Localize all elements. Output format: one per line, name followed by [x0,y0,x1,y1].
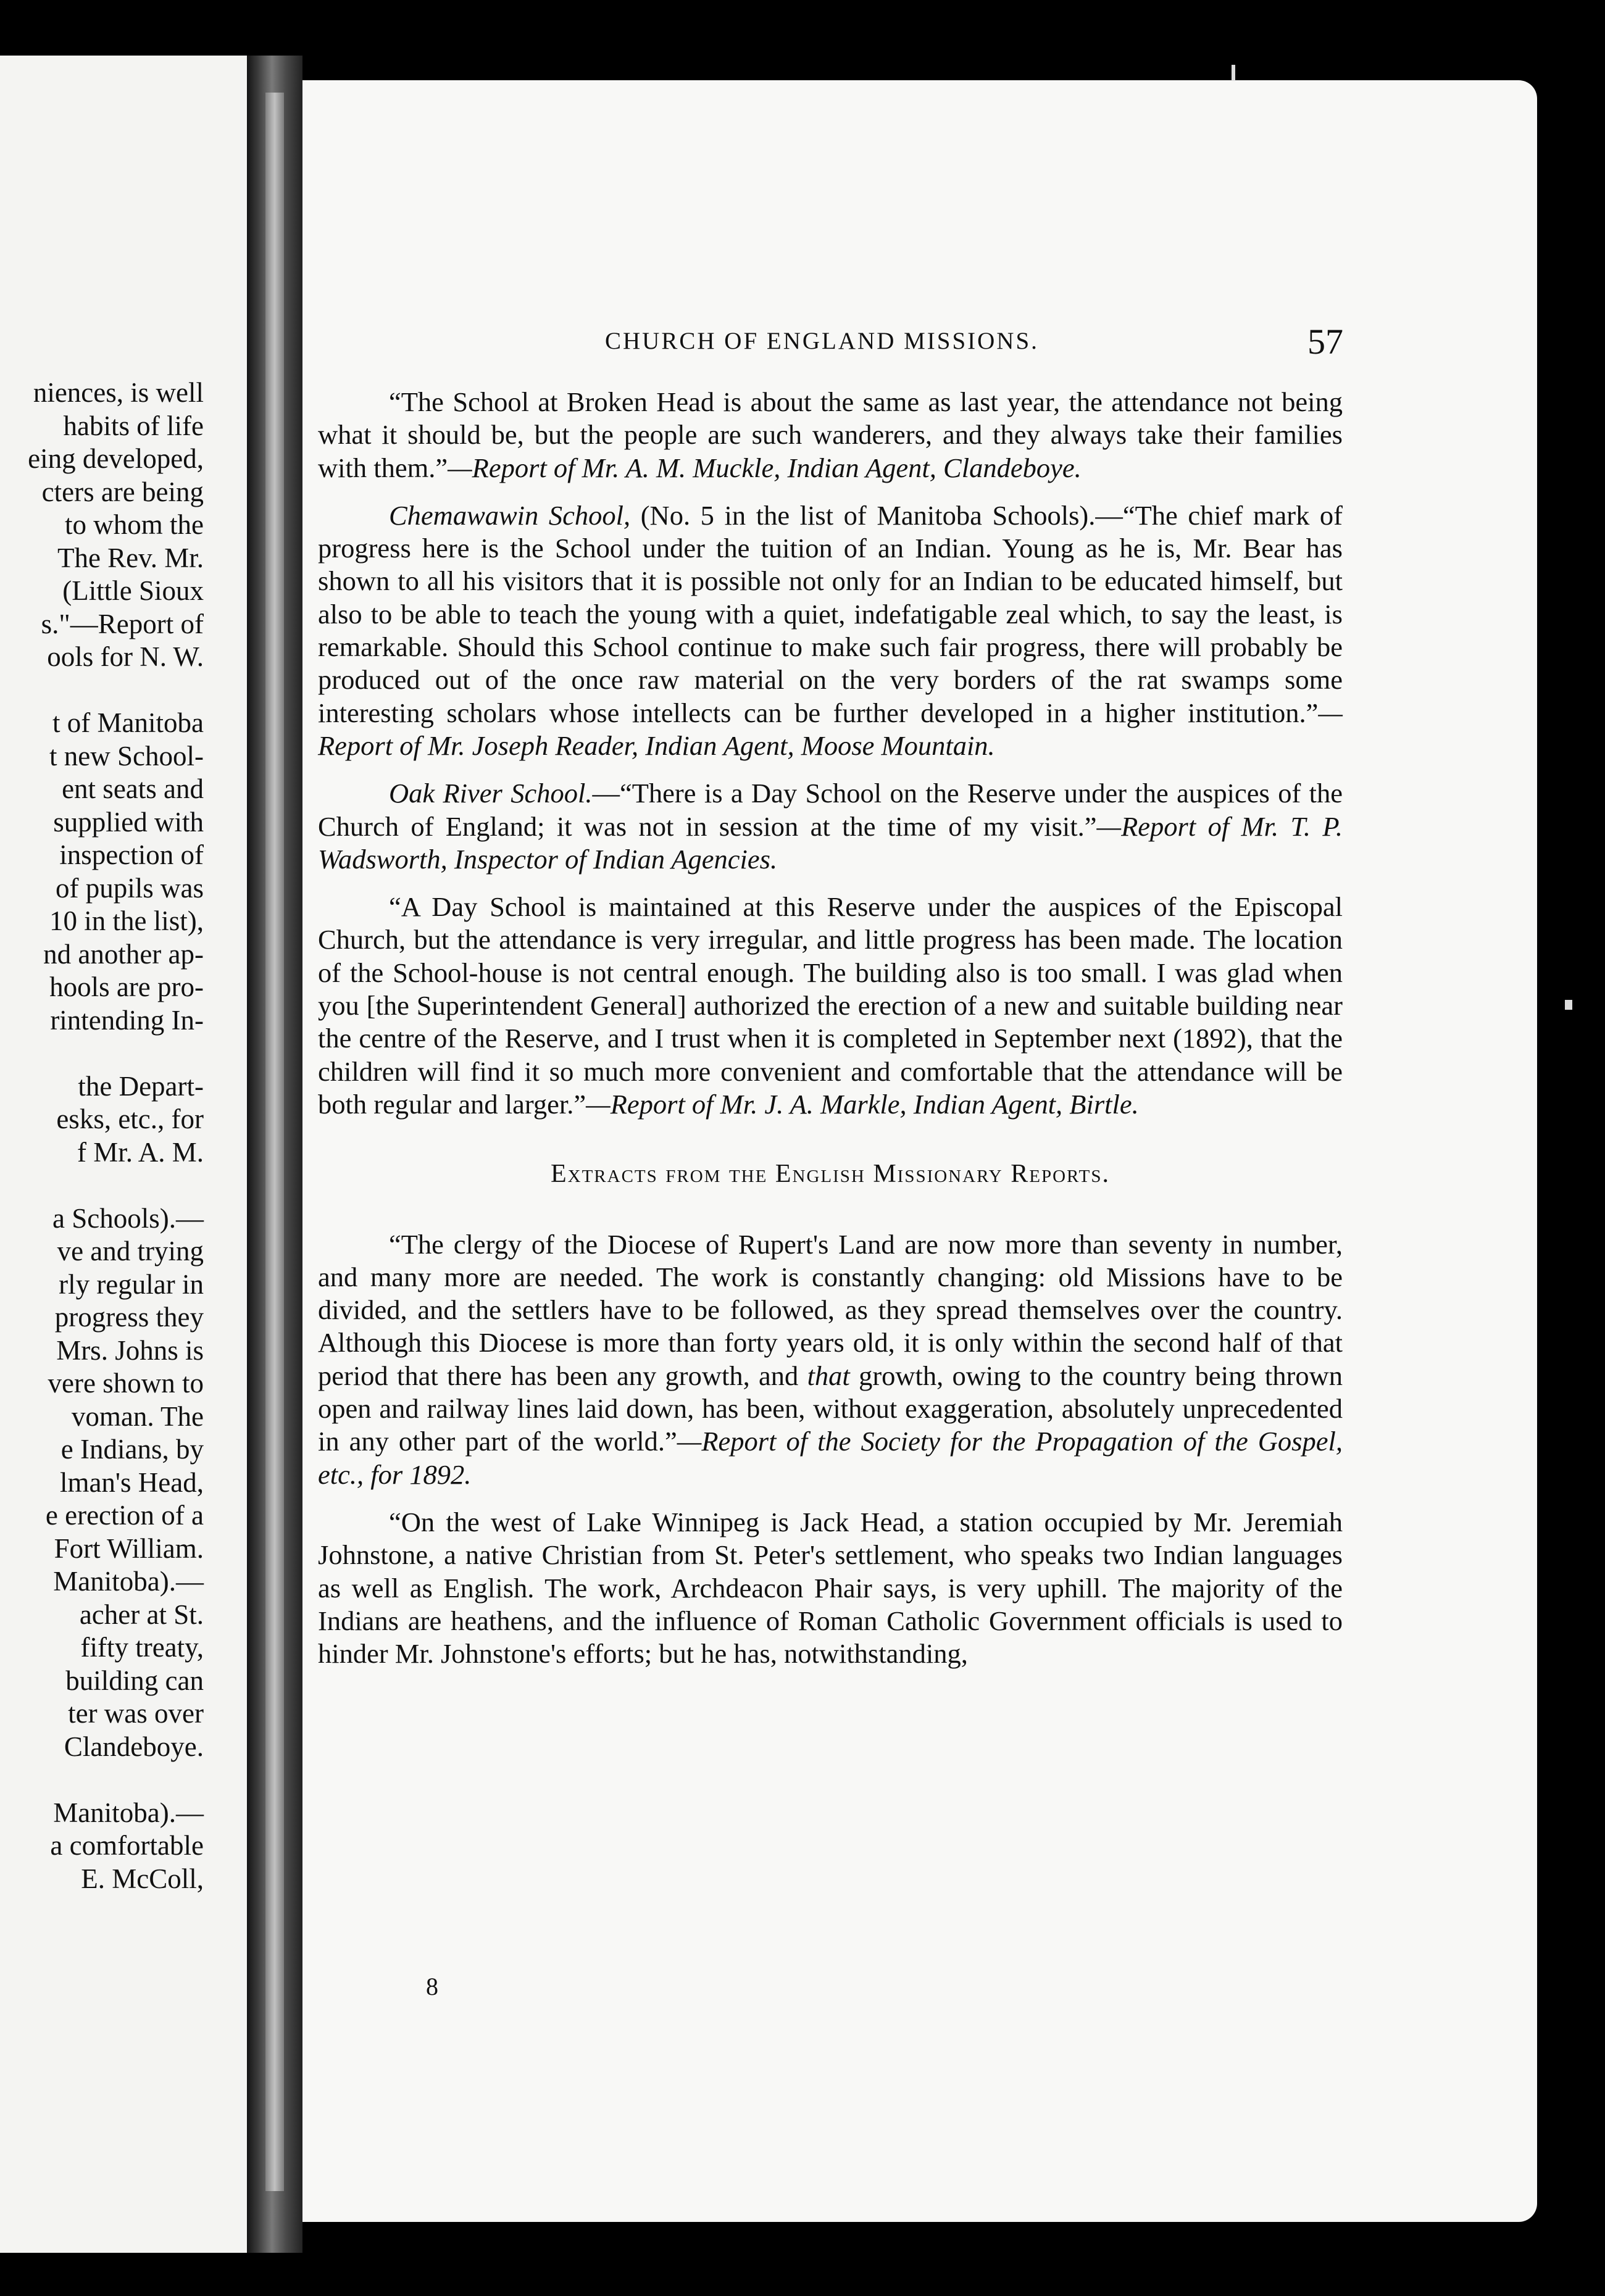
left-page-gap [0,674,204,707]
paragraph-ruperts-land: “The clergy of the Diocese of Rupert's Land are now more than seventy in number, and many more are needed. The work is constantly changing: old Missions have to be divided, and the settlers have to be followed, as they spread themselves over the country. Although this Diocese is more than forty years old, it is only within the second half of that period that there has been any growth, and that growth, owing to the country being thrown open and railway lines laid down, has been, without exaggeration, absolutely unprecedented in any other part of the world.”—Report of the Society for the Propagation of the Gospel, etc., for 1892. [318,1228,1343,1490]
running-head: CHURCH OF ENGLAND MISSIONS. [605,328,1039,354]
left-page-line: to whom the [65,509,204,540]
left-page-text [0,376,204,1895]
left-page-line: of pupils was [56,872,204,904]
paragraph-broken-head: “The School at Broken Head is about the same as last year, the attendance not being what it should be, but the people are such wanderers, and they always take their families with them.”—Report of Mr. A. M. Muckle, Indian Agent, Clandeboye. [318,386,1343,483]
left-page-line: progress they [54,1302,204,1333]
left-page-line: niences, is well [33,377,204,408]
left-page-line: ter was over [68,1698,204,1729]
left-page-line: t new School- [49,740,204,772]
left-page-line: E. McColl, [81,1863,204,1894]
left-page-line: Fort William. [54,1533,204,1564]
left-page-line: ve and trying [57,1236,204,1267]
left-page-line: the Depart- [78,1070,204,1102]
left-page-line: voman. The [71,1400,204,1432]
left-page-line: esks, etc., for [56,1104,204,1134]
left-page-gap [0,1763,204,1797]
left-page-line: ools for N. W. [47,641,204,672]
scan-speck [1565,1000,1572,1010]
left-page-line: vere shown to [48,1368,204,1399]
left-page-line: a comfortable [50,1830,204,1861]
left-page-line: acher at St. [79,1599,204,1630]
scan-speck [1232,65,1235,81]
left-page-line: Clandeboye. [64,1731,204,1762]
left-facing-page [0,56,247,2253]
paragraph-jack-head: “On the west of Lake Winnipeg is Jack Head, a station occupied by Mr. Jeremiah Johnstone, a native Christian from St. Peter's settlement, who speaks two Indian languages as well as English. The work, Archdeacon Phair says, is very uphill. The majority of the Indians are heathens, and the influence of Roman Catholic Government officials is used to hinder Mr. Johnstone's efforts; but he has, notwithstanding, [318,1506,1343,1670]
left-page-line: s."—Report of [41,608,204,639]
left-page-line: cters are being [41,476,204,507]
left-page-line: Manitoba).— [53,1797,204,1828]
left-page-line: fifty treaty, [80,1632,204,1663]
page-number: 57 [1307,322,1343,362]
book-gutter-highlight [265,93,284,2191]
paragraph-chemawawin: Chemawawin School, (No. 5 in the list of Manitoba Schools).—“The chief mark of progress here is the School under the tuition of an Indian. Young as he is, Mr. Bear has shown to all his visitors that it is possible not only for an Indian to be educated himself, but also to be able to teach the young with a quiet, indefatigable zeal which, to say the least, is remarkable. Should this School continue to make such fair progress, there will probably be produced out of the once raw material on the very borders of the rat swamps some interesting scholars whose intellects can be further developed in a higher institution.”—Report of Mr. Joseph Reader, Indian Agent, Moose Mountain. [318,499,1343,761]
left-page-line: a Schools).— [52,1202,204,1234]
left-page-line: f Mr. A. M. [77,1136,204,1168]
left-page-line: rintending In- [50,1004,204,1036]
left-page-line: inspection of [59,839,204,870]
paragraph-oak-river: Oak River School.—“There is a Day School on the Reserve under the auspices of the Church of England; it was not in session at the time of my visit.”—Report of Mr. T. P. Wadsworth, Inspector of Indian Agencies. [318,778,1343,875]
left-page-line: rly regular in [59,1268,204,1300]
left-page-line: eing developed, [28,443,204,474]
left-page-line: lman's Head, [59,1466,204,1498]
left-page-line: supplied with [53,806,204,838]
left-page-line: habits of life [63,410,204,441]
left-page-line: The Rev. Mr. [57,542,204,573]
signature-mark: 8 [426,1973,438,2000]
left-page-line: hools are pro- [49,971,204,1002]
left-page-line: Mrs. Johns is [56,1334,204,1366]
left-page-line: building can [65,1665,204,1696]
section-heading: Extracts from the English Missionary Reports. [550,1160,1110,1189]
left-page-line: e Indians, by [60,1434,204,1465]
left-page-gap [0,1037,204,1070]
left-page-line: ent seats and [62,773,204,804]
left-page-line: 10 in the list), [49,905,204,936]
left-page-line: nd another ap- [43,938,204,970]
left-page-line: Manitoba).— [53,1566,204,1597]
left-page-line: (Little Sioux [62,575,204,606]
left-page-line: t of Manitoba [52,707,204,738]
left-page-gap [0,1169,204,1202]
paragraph-day-school: “A Day School is maintained at this Reserve under the auspices of the Episcopal Church, but the attendance is very irregular, and little progress has been made. The location of the School-house is not central enough. The building also is too small. I was glad when you [the Superintendent General] authorized the erection of a new and suitable building near the centre of the Reserve, and I trust when it is completed in September next (1892), that the children will find it so much more convenient and comfortable that the attendance will be both regular and larger.”—Report of Mr. J. A. Markle, Indian Agent, Birtle. [318,891,1343,1120]
body-text [318,386,1343,1670]
left-page-line: e erection of a [45,1500,204,1531]
